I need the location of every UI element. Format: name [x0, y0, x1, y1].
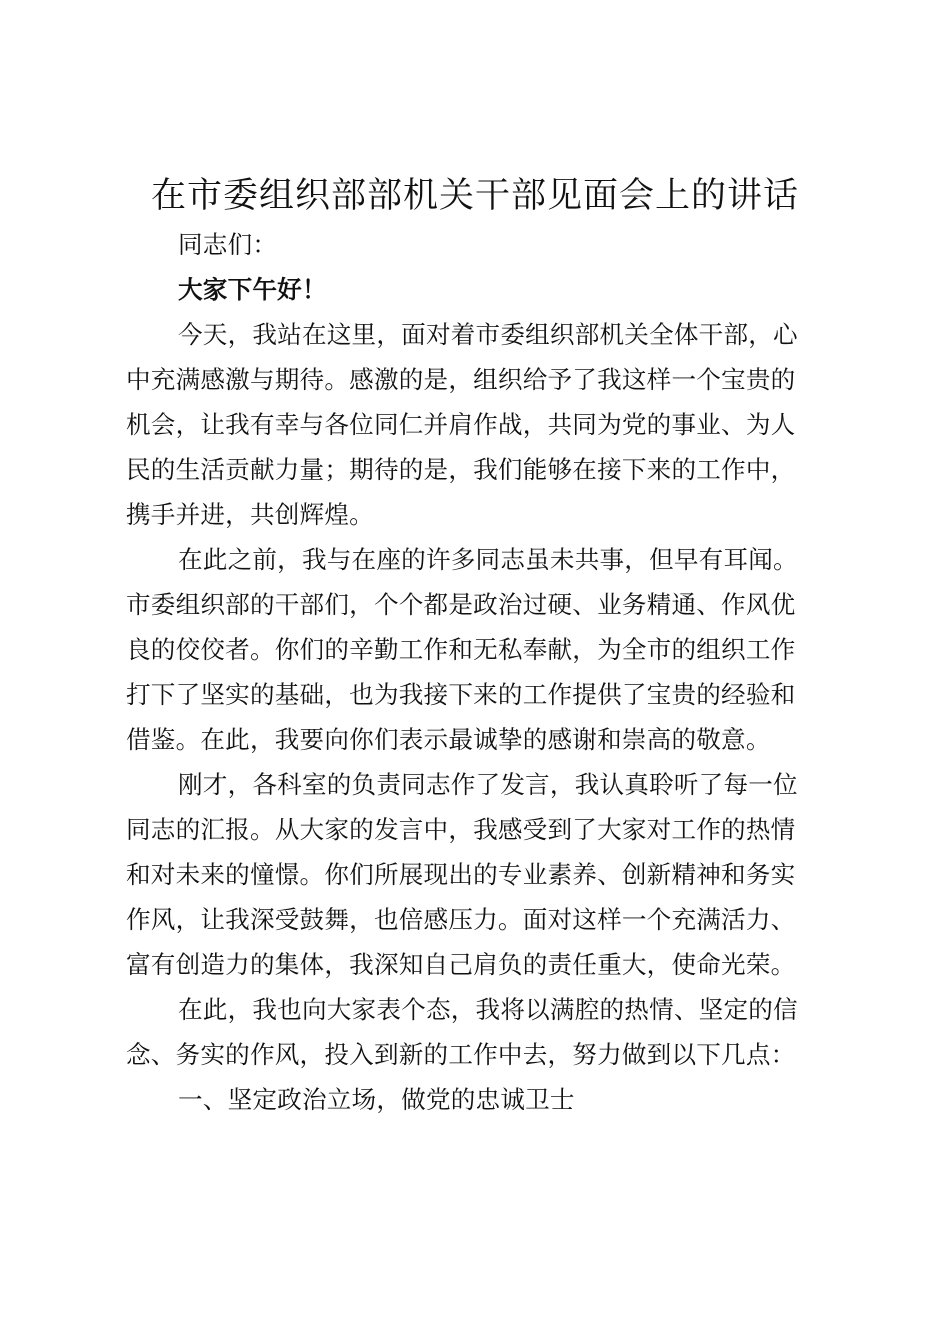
paragraph-line: 市委组织部的干部们，个个都是政治过硬、业务精通、作风优: [126, 590, 796, 619]
document-body: [126, 222, 826, 1122]
paragraph-line: 机会，让我有幸与各位同仁并肩作战，共同为党的事业、为人: [126, 410, 796, 439]
paragraph-line: 良的佼佼者。你们的辛勤工作和无私奉献，为全市的组织工作: [126, 635, 796, 664]
paragraph-line: 在此，我也向大家表个态，我将以满腔的热情、坚定的信: [178, 995, 798, 1024]
paragraph-line: 同志们：: [178, 230, 278, 259]
section-heading: 一、坚定政治立场，做党的忠诚卫士: [178, 1085, 575, 1114]
paragraph-line: 大家下午好！: [178, 275, 327, 304]
paragraph-line: 同志的汇报。从大家的发言中，我感受到了大家对工作的热情: [126, 815, 796, 844]
paragraph-line: 携手并进，共创辉煌。: [126, 500, 374, 529]
paragraph-line: 今天，我站在这里，面对着市委组织部机关全体干部，心: [178, 320, 798, 349]
paragraph-line: 在此之前，我与在座的许多同志虽未共事，但早有耳闻。: [178, 545, 798, 574]
paragraph-line: 中充满感激与期待。感激的是，组织给予了我这样一个宝贵的: [126, 365, 796, 394]
paragraph-line: 借鉴。在此，我要向你们表示最诚挚的感谢和崇高的敬意。: [126, 725, 771, 754]
paragraph-line: 富有创造力的集体，我深知自己肩负的责任重大，使命光荣。: [126, 950, 796, 979]
paragraph-line: 作风，让我深受鼓舞，也倍感压力。面对这样一个充满活力、: [126, 905, 796, 934]
paragraph-line: 和对未来的憧憬。你们所展现出的专业素养、创新精神和务实: [126, 860, 796, 889]
paragraph-line: 打下了坚实的基础，也为我接下来的工作提供了宝贵的经验和: [126, 680, 796, 709]
paragraph-line: 念、务实的作风，投入到新的工作中去，努力做到以下几点：: [126, 1040, 796, 1069]
paragraph-line: 民的生活贡献力量；期待的是，我们能够在接下来的工作中，: [126, 455, 796, 484]
document-title: 在市委组织部部机关干部见面会上的讲话: [150, 176, 799, 216]
paragraph-line: 刚才，各科室的负责同志作了发言，我认真聆听了每一位: [178, 770, 798, 799]
